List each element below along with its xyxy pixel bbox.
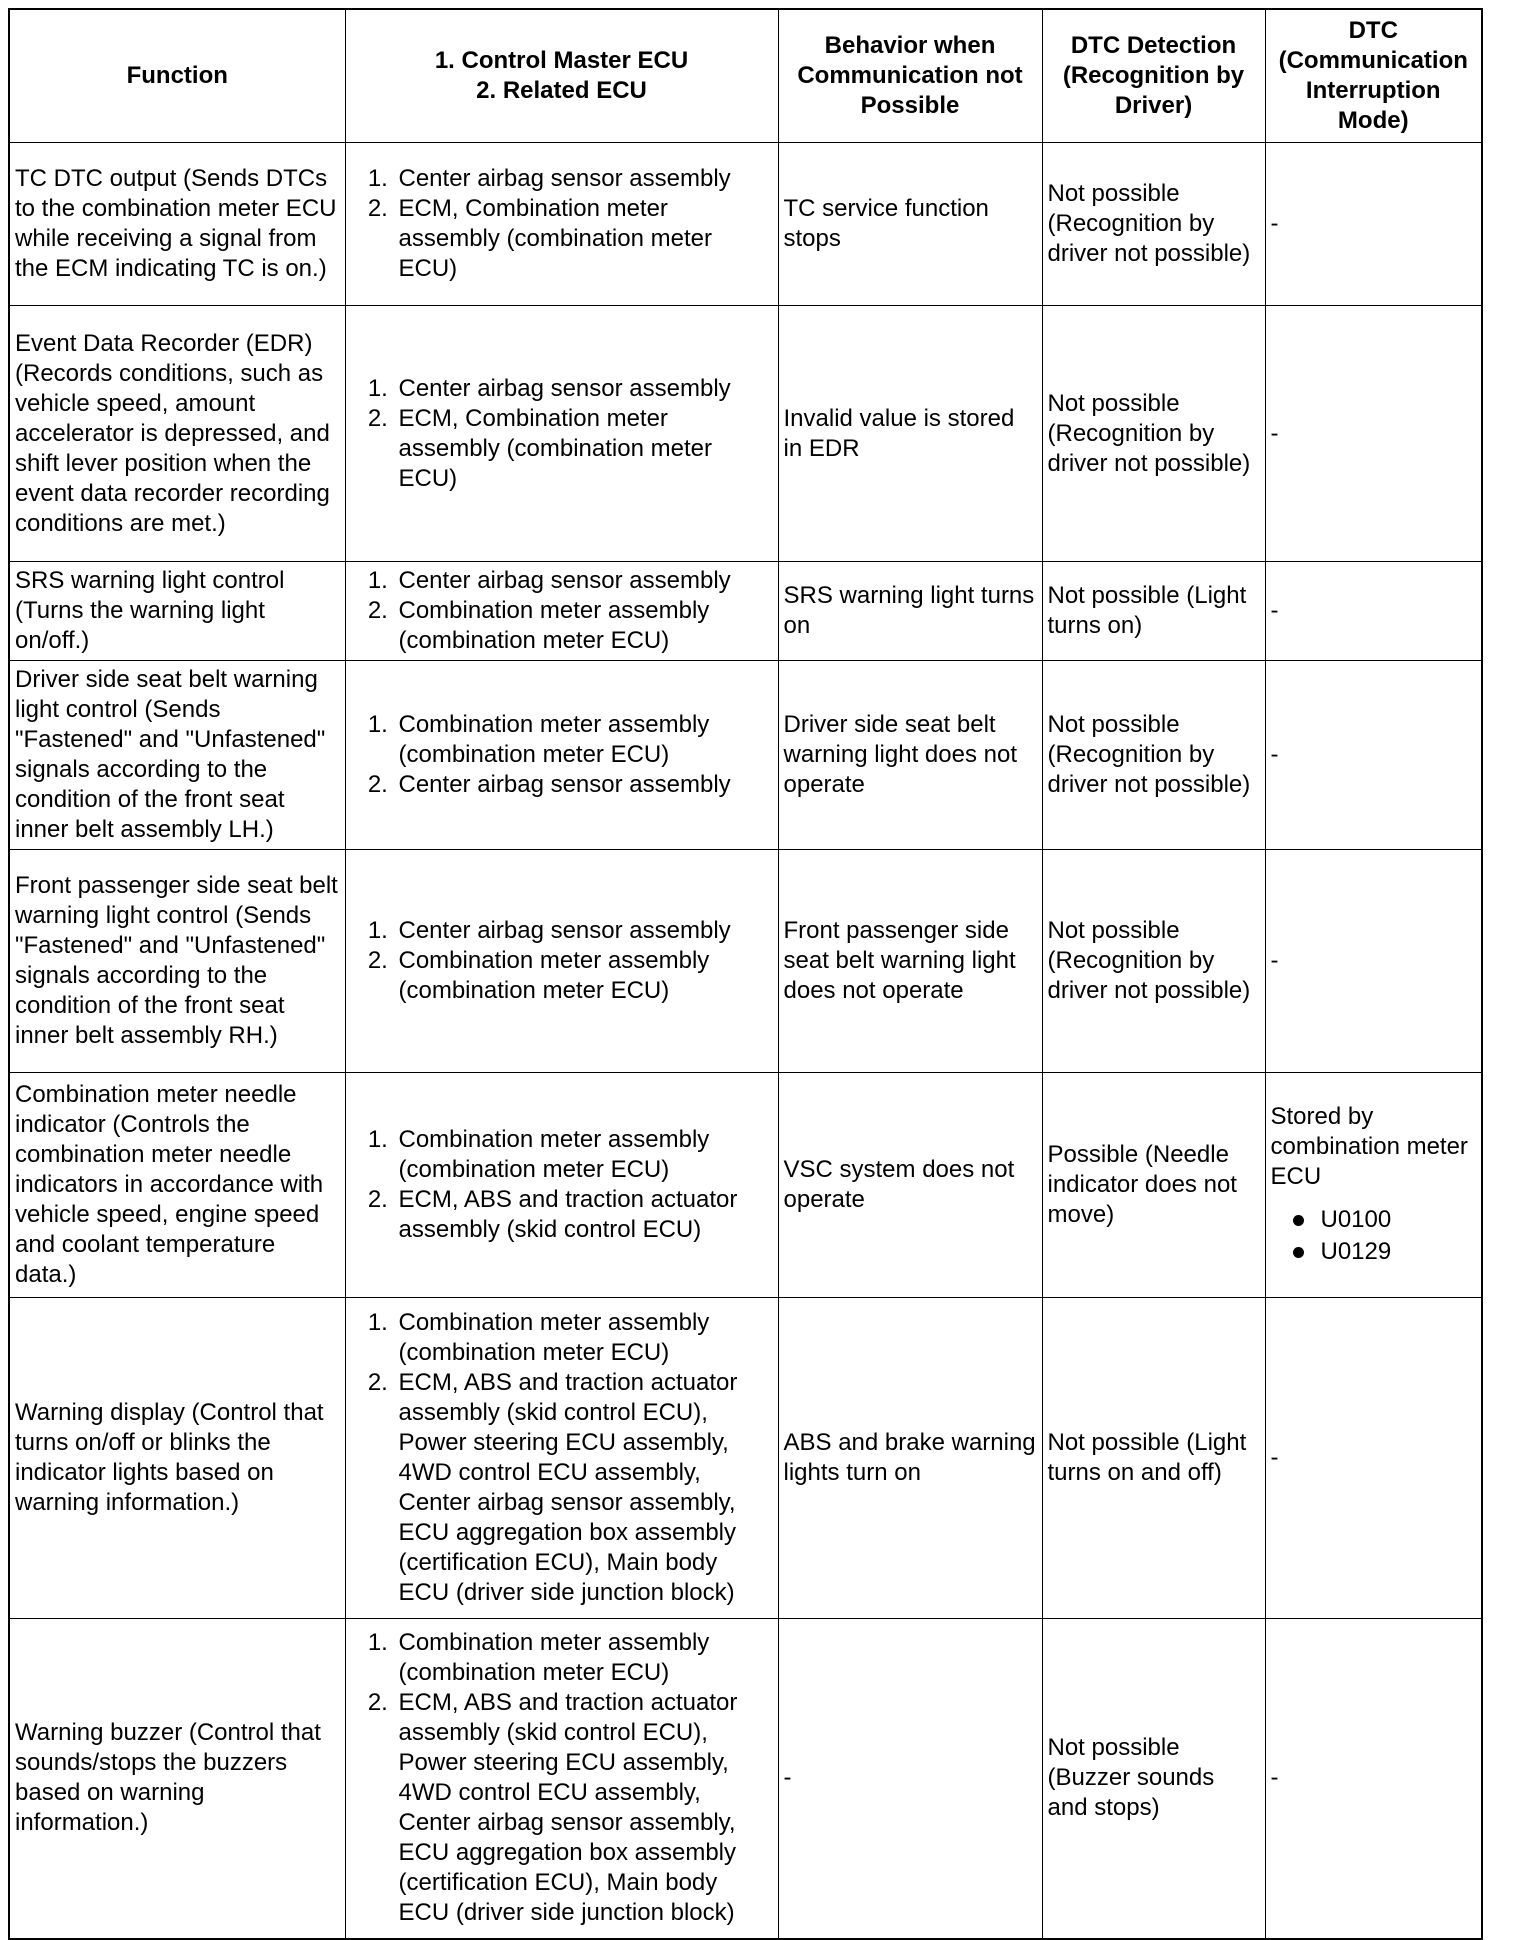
function-cell: Warning display (Control that turns on/off or blinks the indicator lights based on warning information.) (9, 1298, 345, 1619)
ecu-list (351, 916, 773, 1006)
table-row (9, 1073, 1482, 1298)
detection-cell: Not possible (Recognition by driver not possible) (1042, 306, 1265, 562)
table-row (9, 562, 1482, 661)
ecu-item: 2. ECM, Combination meter assembly (combination meter ECU) (395, 194, 773, 284)
table-row (9, 1619, 1482, 1939)
ecu-cell (345, 143, 778, 306)
detection-cell: Not possible (Light turns on) (1042, 562, 1265, 661)
dtc-code: U0129 (1293, 1236, 1477, 1268)
ecu-item: 1. Center airbag sensor assembly (395, 164, 773, 194)
table-row (9, 1298, 1482, 1619)
dtc-cell: - (1265, 306, 1482, 562)
function-cell: Event Data Recorder (EDR) (Records conditions, such as vehicle speed, amount accelerator is depressed, and shift lever position when the event data recorder recording conditions are met.) (9, 306, 345, 562)
dtc-code-list (1271, 1204, 1477, 1268)
dtc-cell: - (1265, 143, 1482, 306)
ecu-list (351, 710, 773, 800)
detection-cell: Not possible (Recognition by driver not possible) (1042, 143, 1265, 306)
ecu-item: 2. Combination meter assembly (combination meter ECU) (395, 596, 773, 656)
function-cell: Driver side seat belt warning light control (Sends "Fastened" and "Unfastened" signals according to the condition of the front seat inner belt assembly LH.) (9, 661, 345, 850)
ecu-item: 1. Center airbag sensor assembly (395, 916, 773, 946)
ecu-item: 2. Combination meter assembly (combination meter ECU) (395, 946, 773, 1006)
ecu-communication-table (8, 8, 1483, 1940)
function-cell: SRS warning light control (Turns the warning light on/off.) (9, 562, 345, 661)
ecu-cell (345, 562, 778, 661)
detection-cell: Not possible (Light turns on and off) (1042, 1298, 1265, 1619)
dtc-cell: - (1265, 1298, 1482, 1619)
ecu-item: 1. Center airbag sensor assembly (395, 374, 773, 404)
table-row (9, 143, 1482, 306)
table-row (9, 661, 1482, 850)
dtc-cell: - (1265, 562, 1482, 661)
ecu-cell (345, 1619, 778, 1939)
ecu-item: 1. Combination meter assembly (combination meter ECU) (395, 710, 773, 770)
header-ecu-line-1: 1. Control Master ECU (434, 47, 689, 74)
dtc-cell: - (1265, 1619, 1482, 1939)
dtc-code: U0100 (1293, 1204, 1477, 1236)
behavior-cell: ABS and brake warning lights turn on (778, 1298, 1042, 1619)
behavior-cell: Front passenger side seat belt warning light does not operate (778, 850, 1042, 1073)
header-behavior: Behavior when Communication not Possible (778, 9, 1042, 143)
ecu-cell (345, 850, 778, 1073)
ecu-cell (345, 661, 778, 850)
ecu-list (351, 374, 773, 494)
ecu-item: 1. Center airbag sensor assembly (395, 566, 773, 596)
ecu-item: 2. ECM, ABS and traction actuator assembly (skid control ECU) (395, 1185, 773, 1245)
header-dtc: DTC (Communication Interruption Mode) (1265, 9, 1482, 143)
function-cell: TC DTC output (Sends DTCs to the combination meter ECU while receiving a signal from the ECM indicating TC is on.) (9, 143, 345, 306)
detection-cell: Not possible (Buzzer sounds and stops) (1042, 1619, 1265, 1939)
detection-cell: Possible (Needle indicator does not move) (1042, 1073, 1265, 1298)
ecu-list (351, 566, 773, 656)
table-header-row (9, 9, 1482, 143)
ecu-item: 1. Combination meter assembly (combination meter ECU) (395, 1125, 773, 1185)
document-page (8, 8, 1481, 1940)
ecu-list (351, 164, 773, 284)
function-cell: Front passenger side seat belt warning light control (Sends "Fastened" and "Unfastened" signals according to the condition of the front seat inner belt assembly RH.) (9, 850, 345, 1073)
behavior-cell: SRS warning light turns on (778, 562, 1042, 661)
behavior-cell: Invalid value is stored in EDR (778, 306, 1042, 562)
detection-cell: Not possible (Recognition by driver not possible) (1042, 661, 1265, 850)
header-ecu-line-2: 2. Related ECU (476, 77, 647, 104)
table-row (9, 850, 1482, 1073)
ecu-cell (345, 1073, 778, 1298)
ecu-item: 1. Combination meter assembly (combination meter ECU) (395, 1308, 773, 1368)
dtc-cell: - (1265, 661, 1482, 850)
ecu-item: 2. ECM, ABS and traction actuator assembly (skid control ECU), Power steering ECU assembly, 4WD control ECU assembly, Center airbag sensor assembly, ECU aggregation box assembly (certification ECU), Main body ECU (driver side junction block) (395, 1368, 773, 1608)
header-ecu (345, 9, 778, 143)
header-function: Function (9, 9, 345, 143)
dtc-cell: - (1265, 850, 1482, 1073)
ecu-cell (345, 1298, 778, 1619)
behavior-cell: Driver side seat belt warning light does not operate (778, 661, 1042, 850)
ecu-item: 2. Center airbag sensor assembly (395, 770, 773, 800)
behavior-cell: VSC system does not operate (778, 1073, 1042, 1298)
function-cell: Warning buzzer (Control that sounds/stops the buzzers based on warning information.) (9, 1619, 345, 1939)
ecu-list (351, 1125, 773, 1245)
table-row (9, 306, 1482, 562)
ecu-item: 2. ECM, Combination meter assembly (combination meter ECU) (395, 404, 773, 494)
ecu-list (351, 1308, 773, 1608)
dtc-cell (1265, 1073, 1482, 1298)
ecu-item: 2. ECM, ABS and traction actuator assembly (skid control ECU), Power steering ECU assembly, 4WD control ECU assembly, Center airbag sensor assembly, ECU aggregation box assembly (certification ECU), Main body ECU (driver side junction block) (395, 1688, 773, 1928)
dtc-stored-text: Stored by combination meter ECU (1270, 1103, 1468, 1190)
function-cell: Combination meter needle indicator (Controls the combination meter needle indicators in accordance with vehicle speed, engine speed and coolant temperature data.) (9, 1073, 345, 1298)
ecu-list (351, 1628, 773, 1928)
behavior-cell: - (778, 1619, 1042, 1939)
behavior-cell: TC service function stops (778, 143, 1042, 306)
ecu-item: 1. Combination meter assembly (combination meter ECU) (395, 1628, 773, 1688)
ecu-cell (345, 306, 778, 562)
detection-cell: Not possible (Recognition by driver not possible) (1042, 850, 1265, 1073)
header-detection: DTC Detection (Recognition by Driver) (1042, 9, 1265, 143)
